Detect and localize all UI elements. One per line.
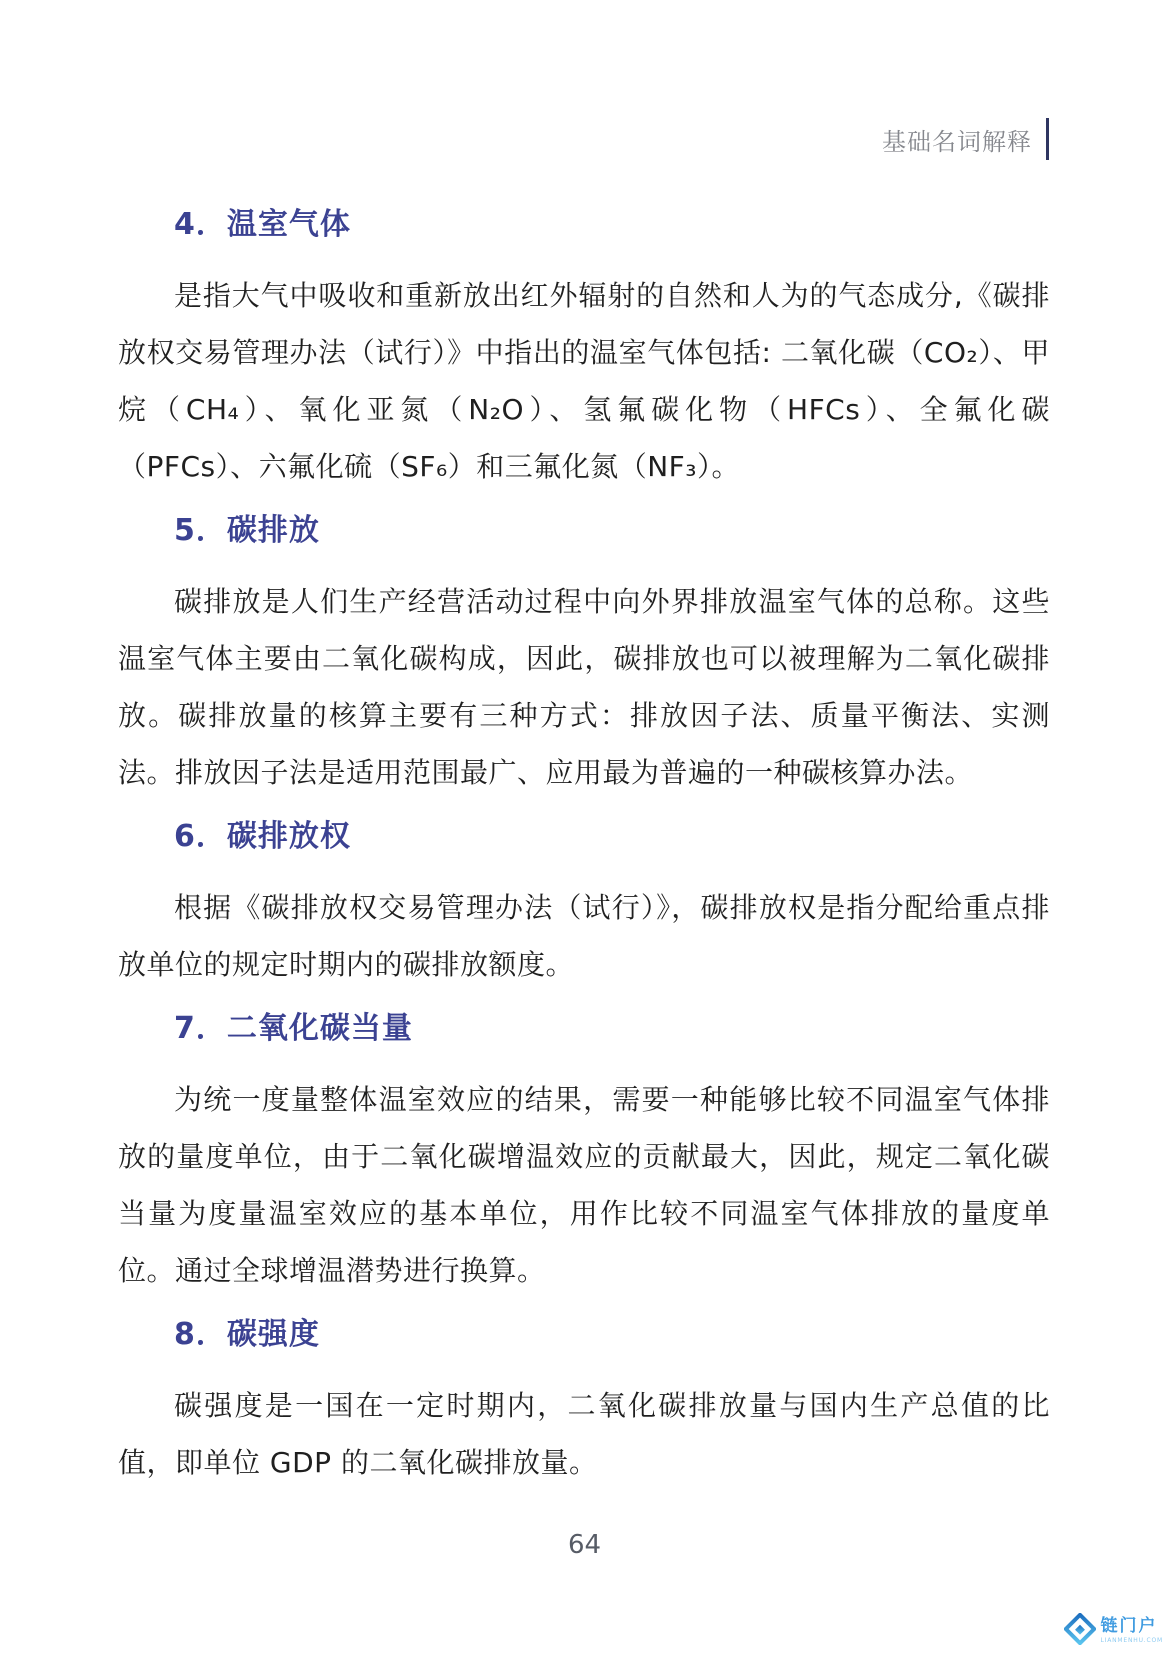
paragraph: 碳强度是一国在一定时期内，二氧化碳排放量与国内生产总值的比值，即单位 GDP 的二氧化碳排放量。 — [118, 1389, 1050, 1479]
logo-name: 链门户 — [1100, 1616, 1158, 1636]
logo-subtext: LIANMENHU.COM — [1100, 1637, 1163, 1644]
paragraph: 根据《碳排放权交易管理办法（试行）》，碳排放权是指分配给重点排放单位的规定时期内的碳排放额度。 — [118, 891, 1050, 981]
footer-logo — [1064, 1613, 1163, 1649]
section-heading: 7．二氧化碳当量 — [174, 1011, 413, 1046]
page-number: 64 — [567, 1530, 602, 1560]
lianmenhu-diamond-icon — [1064, 1613, 1096, 1649]
paragraph: 碳排放是人们生产经营活动过程中向外界排放温室气体的总称。这些温室气体主要由二氧化碳构成，因此，碳排放也可以被理解为二氧化碳排放。碳排放量的核算主要有三种方式：排放因子法、质量平衡法、实测法。排放因子法是适用范围最广、应用最为普遍的一种碳核算办法。 — [118, 585, 1050, 789]
header-section-title: 基础名词解释 — [882, 127, 1032, 156]
header-divider-bar — [1046, 118, 1049, 160]
section-heading: 5．碳排放 — [174, 513, 320, 548]
paragraph: 为统一度量整体温室效应的结果，需要一种能够比较不同温室气体排放的量度单位，由于二氧化碳增温效应的贡献最大，因此，规定二氧化碳当量为度量温室效应的基本单位，用作比较不同温室气体排放的量度单位。通过全球增温潜势进行换算。 — [118, 1083, 1050, 1287]
logo-text-block — [1101, 1618, 1163, 1644]
section-heading: 6．碳排放权 — [174, 819, 351, 854]
document-body — [118, 205, 1050, 1491]
paragraph: 是指大气中吸收和重新放出红外辐射的自然和人为的气态成分,《碳排放权交易管理办法（试行）》中指出的温室气体包括: 二氧化碳（CO₂）、甲烷（CH₄）、氧化亚氮（N₂O）、氢氟碳化物（HFCs）、全氟化碳（PFCs）、六氟化硫（SF₆）和三氟化氮（NF₃）。 — [118, 279, 1050, 483]
section-heading: 4．温室气体 — [174, 207, 351, 242]
page-header — [882, 118, 1049, 160]
section-heading: 8．碳强度 — [174, 1317, 320, 1352]
